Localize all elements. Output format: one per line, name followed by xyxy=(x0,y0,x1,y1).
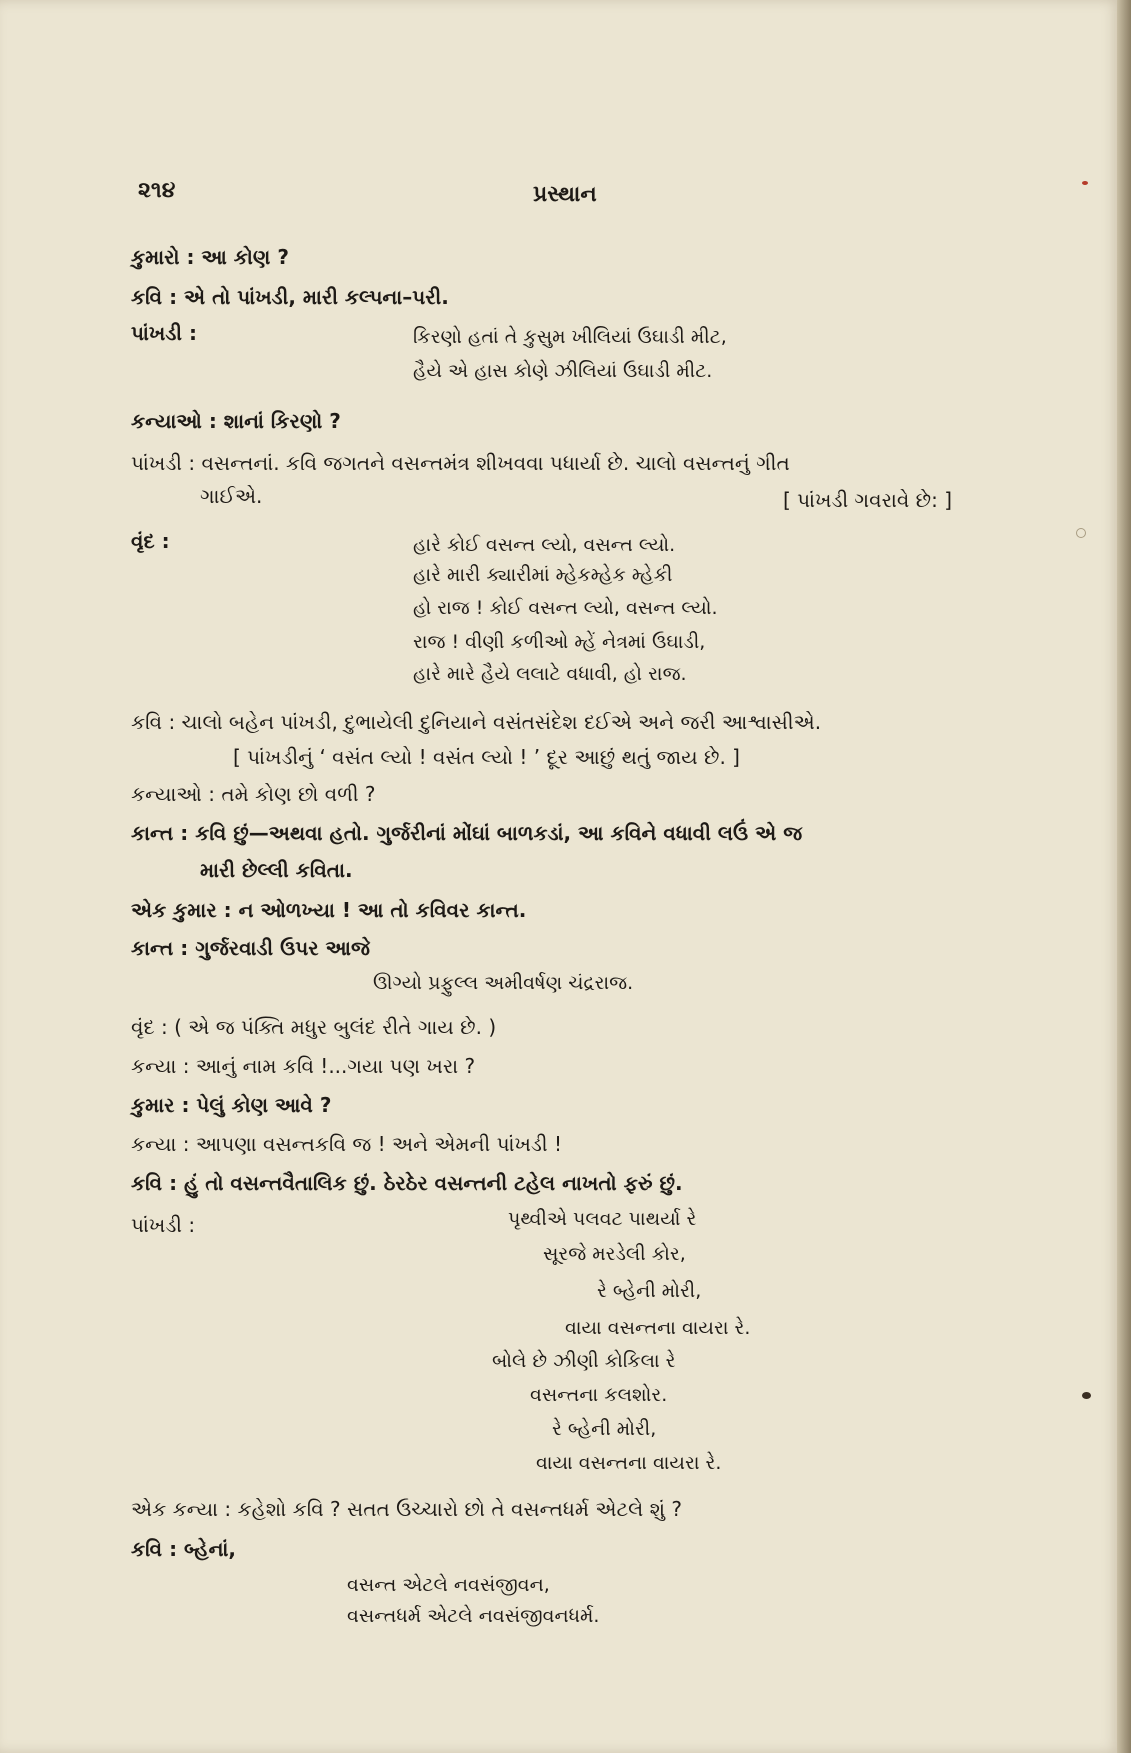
dialogue-line: ગાઈએ. xyxy=(200,484,263,508)
verse-line: ઊગ્યો પ્રફુલ્લ અમીવર્ષણ ચંદ્રરાજ. xyxy=(373,972,634,994)
verse-line: હૈયે એ હાસ કોણે ઝીલિયાં ઉઘાડી મીટ. xyxy=(413,360,713,382)
running-title: પ્રસ્થાન xyxy=(533,182,597,207)
dialogue-line: મારી છેલ્લી કવિતા. xyxy=(200,858,353,882)
verse-line: રે બ્હેની મોરી, xyxy=(552,1418,657,1440)
speaker-label: પાંખડી : xyxy=(131,1213,196,1237)
speaker-label: પાંખડી : xyxy=(131,321,197,345)
stage-direction: [ પાંખડીનું ‘ વસંત લ્યો ! વસંત લ્યો ! ’ દૂર આછું થતું જાય છે. ] xyxy=(233,745,740,769)
verse-line: કિરણો હતાં તે કુસુમ ખીલિયાં ઉઘાડી મીટ, xyxy=(413,326,727,348)
dialogue-line: કન્યા : આનું નામ કવિ !...ગયા પણ ખરા ? xyxy=(131,1054,476,1078)
verse-line: રાજ ! વીણી કળીઓ મ્હેં નેત્રમાં ઉઘાડી, xyxy=(413,631,706,653)
page-edge xyxy=(1117,0,1131,1753)
page-number: ૨૧૪ xyxy=(138,178,176,203)
dialogue-line: કુમાર : પેલું કોણ આવે ? xyxy=(131,1093,332,1117)
speaker-label: વૃંદ : xyxy=(131,529,170,553)
verse-line: વાયા વસન્તના વાયરા રે. xyxy=(536,1452,722,1474)
verse-line: હારે મારે હૈયે લલાટે વધાવી, હો રાજ. xyxy=(413,663,687,685)
verse-line: બોલે છે ઝીણી કોકિલા રે xyxy=(492,1350,676,1372)
verse-line: વાયા વસન્તના વાયરા રે. xyxy=(565,1317,751,1339)
verse-line: હારે મારી ક્યારીમાં મ્હેકમ્હેક મ્હેકી xyxy=(413,564,673,586)
dialogue-line: કવિ : ચાલો બહેન પાંખડી, દુભાયેલી દુનિયાને વસંતસંદેશ દઈએ અને જરી આશ્વાસીએ. xyxy=(131,710,822,734)
dialogue-line: કુમારો : આ કોણ ? xyxy=(131,245,289,269)
dialogue-line: કવિ : હું તો વસન્તવૈતાલિક છું. ઠેરઠેર વસન્તની ટહેલ નાખતો ફરું છું. xyxy=(131,1171,683,1195)
verse-line: વસન્તધર્મ એટલે નવસંજીવનધર્મ. xyxy=(347,1605,600,1627)
verse-line: રે બ્હેની મોરી, xyxy=(597,1280,702,1302)
dialogue-line: કન્યાઓ : શાનાં કિરણો ? xyxy=(131,409,341,433)
verse-line: પૃથ્વીએ પલવટ પાથર્યા રે xyxy=(508,1208,697,1230)
verse-line: વસન્ત એટલે નવસંજીવન, xyxy=(347,1574,550,1596)
stage-direction: વૃંદ : ( એ જ પંક્તિ મધુર બુલંદ રીતે ગાય છે. ) xyxy=(131,1015,497,1039)
dialogue-line: પાંખડી : વસન્તનાં. કવિ જગતને વસન્તમંત્ર શીખવવા પધાર્યા છે. ચાલો વસન્તનું ગીત xyxy=(131,451,790,475)
stage-direction: [ પાંખડી ગવરાવે છે: ] xyxy=(783,488,953,512)
dialogue-line: એક કન્યા : કહેશો કવિ ? સતત ઉચ્ચારો છો તે વસન્તધર્મ એટલે શું ? xyxy=(131,1497,682,1521)
paper-stain xyxy=(1076,528,1086,538)
verse-line: હારે કોઈ વસન્ત લ્યો, વસન્ત લ્યો. xyxy=(413,534,676,556)
dialogue-line: કન્યા : આપણા વસન્તકવિ જ ! અને એમની પાંખડી ! xyxy=(131,1132,562,1156)
dialogue-line: કવિ : એ તો પાંખડી, મારી કલ્પના–પરી. xyxy=(131,285,449,309)
verse-line: સૂરજે મરડેલી કોર, xyxy=(543,1243,686,1265)
paper-stain xyxy=(1082,181,1088,185)
dialogue-line: કાન્ત : ગુર્જરવાડી ઉપર આજે xyxy=(131,936,370,960)
dialogue-line: એક કુમાર : ન ઓળખ્યા ! આ તો કવિવર કાન્ત. xyxy=(131,898,527,922)
verse-line: વસન્તના કલશોર. xyxy=(530,1384,668,1406)
dialogue-line: કવિ : બ્હેનાં, xyxy=(131,1537,236,1561)
paper-stain xyxy=(1082,1392,1091,1399)
verse-line: હો રાજ ! કોઈ વસન્ત લ્યો, વસન્ત લ્યો. xyxy=(413,597,718,619)
dialogue-line: કાન્ત : કવિ છું—અથવા હતો. ગુર્જરીનાં મોંઘાં બાળકડાં, આ કવિને વધાવી લઉં એ જ xyxy=(131,821,803,845)
dialogue-line: કન્યાઓ : તમે કોણ છો વળી ? xyxy=(131,782,376,806)
